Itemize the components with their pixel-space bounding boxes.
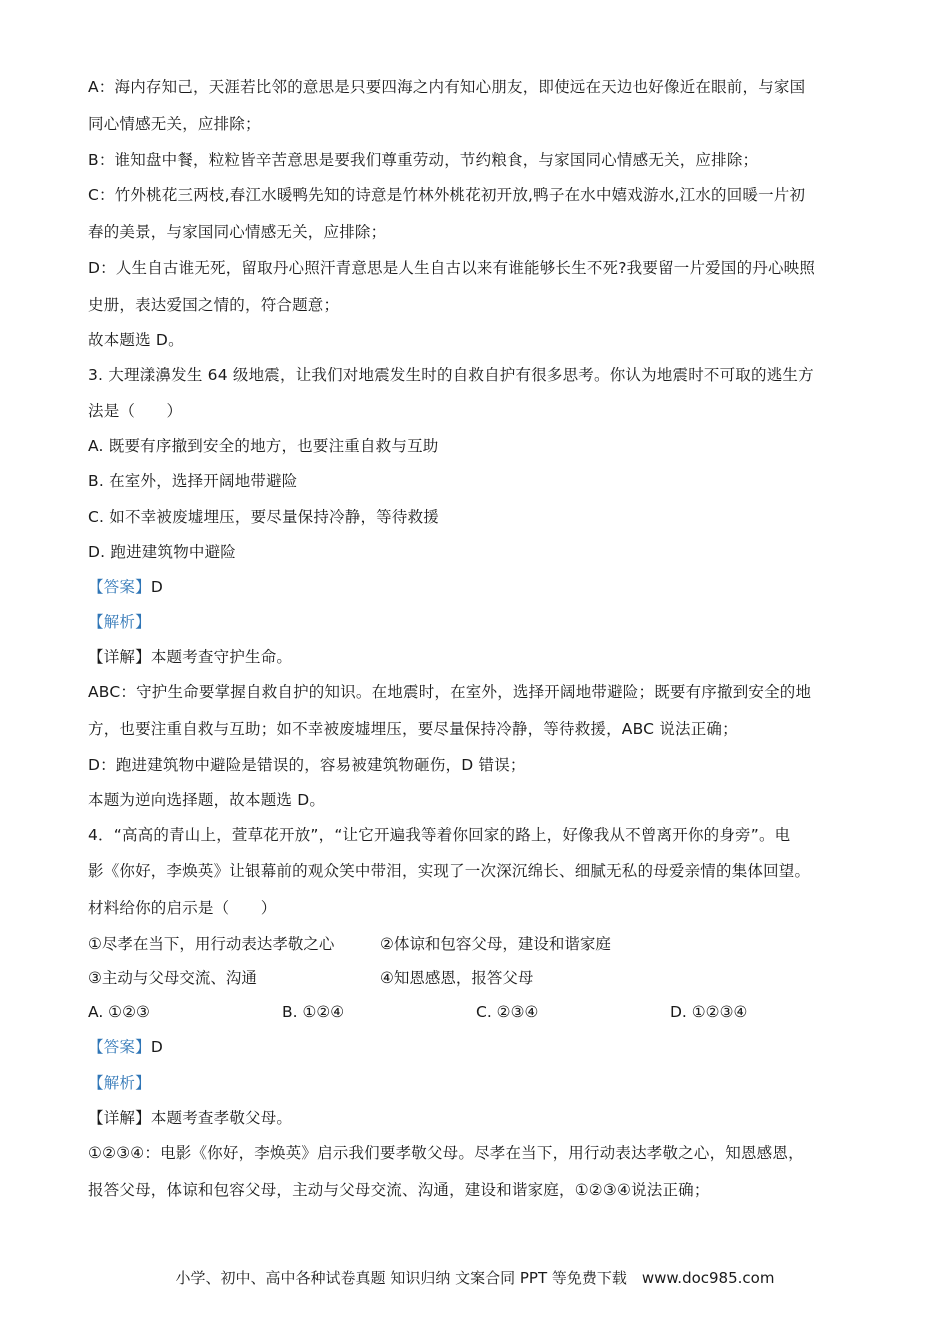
q4-explanation-line1: ①②③④：电影《你好，李焕英》启示我们要孝敬父母。尽孝在当下，用行动表达孝敬之心，知恩感恩，	[88, 1144, 804, 1162]
q4-item-1: ①尽孝在当下，用行动表达孝敬之心	[88, 935, 335, 953]
q4-option-d: D. ①②③④	[670, 1003, 748, 1021]
page-footer: 小学、初中、高中各种试卷真题 知识归纳 文案合同 PPT 等免费下载 www.doc985.com	[175, 1269, 775, 1287]
q4-item-3: ③主动与父母交流、沟通	[88, 969, 257, 987]
q4-analysis-tag: 【解析】	[88, 1074, 151, 1092]
q4-option-c: C. ②③④	[476, 1003, 539, 1021]
q4-answer	[88, 1037, 163, 1057]
detail-text: 本题考查守护生命。	[150, 648, 293, 666]
answer-value: D	[150, 578, 163, 596]
answer-value: D	[150, 1038, 163, 1056]
q3-option-d: D. 跑进建筑物中避险	[88, 543, 236, 561]
q4-option-a: A. ①②③	[88, 1003, 150, 1021]
q2-analysis-a-line1: A：海内存知己，天涯若比邻的意思是只要四海之内有知心朋友，即使远在天边也好像近在眼前，与家国	[88, 78, 806, 96]
q2-analysis-a-line2: 同心情感无关，应排除；	[88, 115, 261, 133]
q4-stem-line3: 材料给你的启示是（ ）	[88, 899, 277, 917]
q2-analysis-d-line1: D：人生自古谁无死，留取丹心照汗青意思是人生自古以来有谁能够长生不死?我要留一片爱国的丹心映照	[88, 259, 816, 277]
q2-analysis-b-line1: B：谁知盘中餐，粒粒皆辛苦意思是要我们尊重劳动，节约粮食，与家国同心情感无关，应排除；	[88, 151, 759, 169]
q2-analysis-c-line2: 春的美景，与家国同心情感无关，应排除；	[88, 223, 387, 241]
q2-conclusion: 故本题选 D。	[88, 331, 184, 349]
q3-option-a: A. 既要有序撤到安全的地方，也要注重自救与互助	[88, 437, 439, 455]
q2-analysis-d-line2: 史册，表达爱国之情的，符合题意；	[88, 296, 340, 314]
detail-tag: 【详解】	[88, 648, 151, 666]
q4-option-b: B. ①②④	[282, 1003, 345, 1021]
q4-stem-line1: 4．“高高的青山上，萱草花开放”，“让它开遍我等着你回家的路上，好像我从不曾离开你的身旁”。电	[88, 826, 791, 844]
q4-item-4: ④知恩感恩，报答父母	[380, 969, 534, 987]
q4-detail	[88, 1108, 292, 1128]
q3-analysis-tag: 【解析】	[88, 613, 151, 631]
q2-analysis-c-line1: C：竹外桃花三两枝,春江水暖鸭先知的诗意是竹林外桃花初开放,鸭子在水中嬉戏游水,江水的回暖一片初	[88, 186, 806, 204]
q3-stem-line1: 3. 大理漾濞发生 64 级地震，让我们对地震发生时的自救自护有很多思考。你认为地震时不可取的逃生方	[88, 366, 814, 384]
q3-explanation-line2: 方，也要注重自救与互助；如不幸被废墟埋压，要尽量保持冷静，等待救援，ABC 说法正确；	[88, 720, 738, 738]
q3-option-b: B. 在室外，选择开阔地带避险	[88, 472, 298, 490]
q3-option-c: C. 如不幸被废墟埋压，要尽量保持冷静，等待救援	[88, 508, 439, 526]
answer-tag: 【答案】	[88, 1038, 151, 1056]
q3-detail	[88, 647, 292, 667]
q4-explanation-line2: 报答父母，体谅和包容父母，主动与父母交流、沟通，建设和谐家庭，①②③④说法正确；	[88, 1181, 710, 1199]
q3-explanation-line3: D：跑进建筑物中避险是错误的，容易被建筑物砸伤，D 错误；	[88, 756, 526, 774]
q4-stem-line2: 影《你好，李焕英》让银幕前的观众笑中带泪，实现了一次深沉绵长、细腻无私的母爱亲情的集体回望。	[88, 862, 811, 880]
q3-stem-line2: 法是（ ）	[88, 402, 183, 420]
detail-text: 本题考查孝敬父母。	[150, 1109, 293, 1127]
answer-tag: 【答案】	[88, 578, 151, 596]
q4-item-2: ②体谅和包容父母，建设和谐家庭	[380, 935, 611, 953]
q3-explanation-line1: ABC：守护生命要掌握自救自护的知识。在地震时，在室外，选择开阔地带避险；既要有序撤到安全的地	[88, 683, 812, 701]
q3-answer	[88, 577, 163, 597]
q3-explanation-line4: 本题为逆向选择题，故本题选 D。	[88, 791, 326, 809]
detail-tag: 【详解】	[88, 1109, 151, 1127]
